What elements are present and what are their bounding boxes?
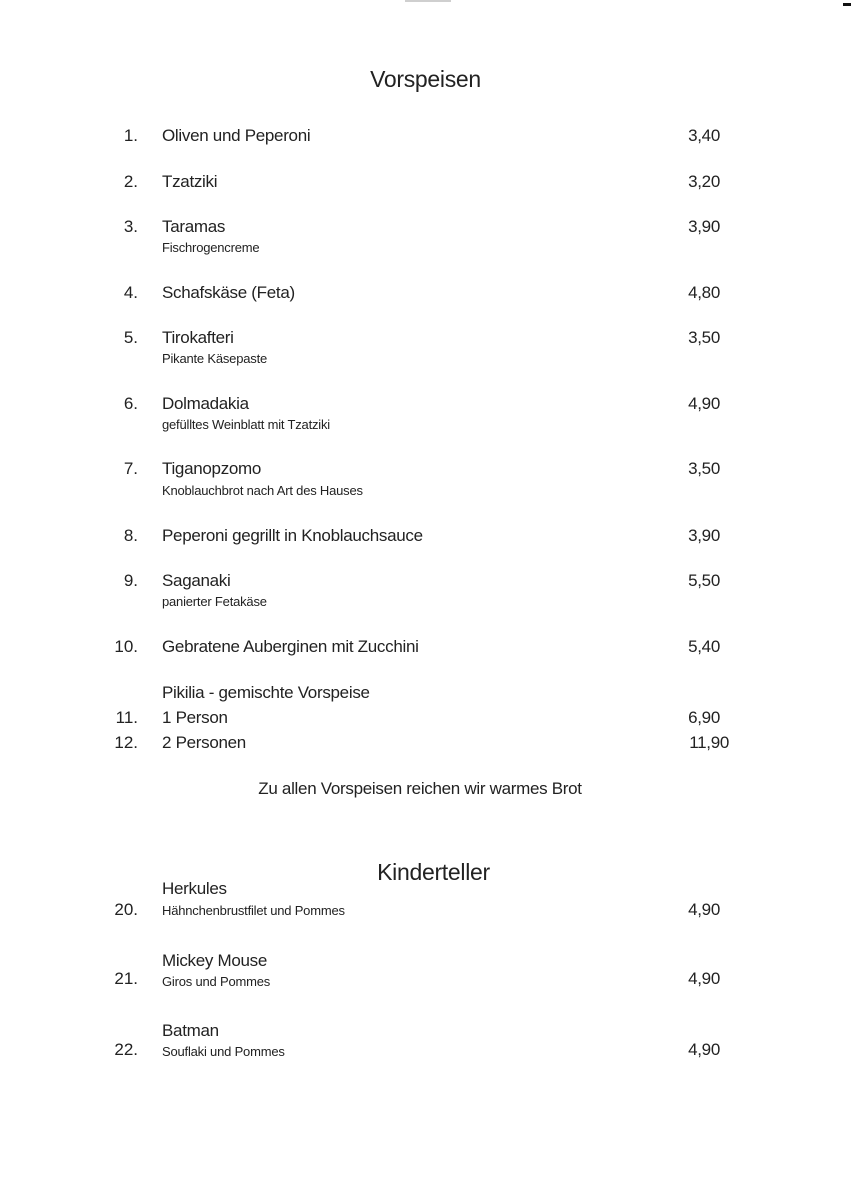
- option-label: 2 Personen: [162, 733, 246, 752]
- item-description: Giros und Pommes: [162, 974, 271, 989]
- item-name: Tiganopzomo: [162, 459, 262, 478]
- item-price: 4,80: [688, 283, 720, 302]
- item-number: 12.: [114, 733, 138, 752]
- item-name: Tzatziki: [162, 172, 218, 191]
- item-price: 6,90: [688, 708, 720, 727]
- item-description: Souflaki und Pommes: [162, 1044, 285, 1059]
- item-price: 3,90: [688, 526, 720, 545]
- item-price: 5,50: [688, 571, 720, 590]
- item-name: Tirokafteri: [162, 328, 234, 347]
- item-name: Gebratene Auberginen mit Zucchini: [162, 637, 419, 656]
- item-price: 3,50: [688, 328, 720, 347]
- item-name: Saganaki: [162, 571, 231, 590]
- item-number: 4.: [123, 283, 138, 302]
- item-description: Fischrogencreme: [162, 240, 260, 255]
- item-description: Hähnchenbrustfilet und Pommes: [162, 903, 345, 918]
- item-name: Dolmadakia: [162, 394, 249, 413]
- item-price: 11,90: [689, 733, 729, 752]
- item-price: 5,40: [688, 637, 720, 656]
- item-description: panierter Fetakäse: [162, 594, 267, 609]
- item-price: 4,90: [688, 969, 720, 988]
- item-number: 5.: [123, 328, 138, 347]
- item-description: Knoblauchbrot nach Art des Hauses: [162, 483, 363, 498]
- item-name: Mickey Mouse: [162, 951, 268, 970]
- item-name: Peperoni gegrillt in Knoblauchsauce: [162, 526, 423, 545]
- item-price: 3,40: [688, 126, 720, 145]
- option-label: 1 Person: [162, 708, 228, 727]
- item-number: 7.: [123, 459, 138, 478]
- item-number: 9.: [123, 571, 138, 590]
- item-name: Batman: [162, 1021, 219, 1040]
- item-price: 3,90: [688, 217, 720, 236]
- item-price: 3,20: [688, 172, 720, 191]
- item-description: gefülltes Weinblatt mit Tzatziki: [162, 417, 330, 432]
- item-number: 20.: [114, 900, 138, 919]
- item-number: 10.: [114, 637, 138, 656]
- item-number: 6.: [123, 394, 138, 413]
- scan-mark: [843, 3, 851, 6]
- item-number: 1.: [123, 126, 138, 145]
- item-number: 3.: [123, 217, 138, 236]
- item-number: 22.: [114, 1040, 138, 1059]
- item-price: 4,90: [688, 1040, 720, 1059]
- item-name: Taramas: [162, 217, 226, 236]
- item-number: 2.: [123, 172, 138, 191]
- item-name: Herkules: [162, 879, 227, 898]
- item-price: 4,90: [688, 900, 720, 919]
- item-number: 21.: [114, 969, 138, 988]
- item-name: Pikilia - gemischte Vorspeise: [162, 683, 370, 702]
- item-name: Schafskäse (Feta): [162, 283, 295, 302]
- item-description: Pikante Käsepaste: [162, 351, 268, 366]
- item-number: 8.: [123, 526, 138, 545]
- item-number: 11.: [115, 708, 138, 727]
- section-title-vorspeisen: Vorspeisen: [370, 66, 481, 92]
- section-title-kinderteller: Kinderteller: [377, 859, 490, 885]
- scan-mark: [405, 0, 451, 2]
- item-price: 3,50: [688, 459, 720, 478]
- item-price: 4,90: [688, 394, 720, 413]
- bread-note: Zu allen Vorspeisen reichen wir warmes Brot: [258, 779, 582, 798]
- item-name: Oliven und Peperoni: [162, 126, 311, 145]
